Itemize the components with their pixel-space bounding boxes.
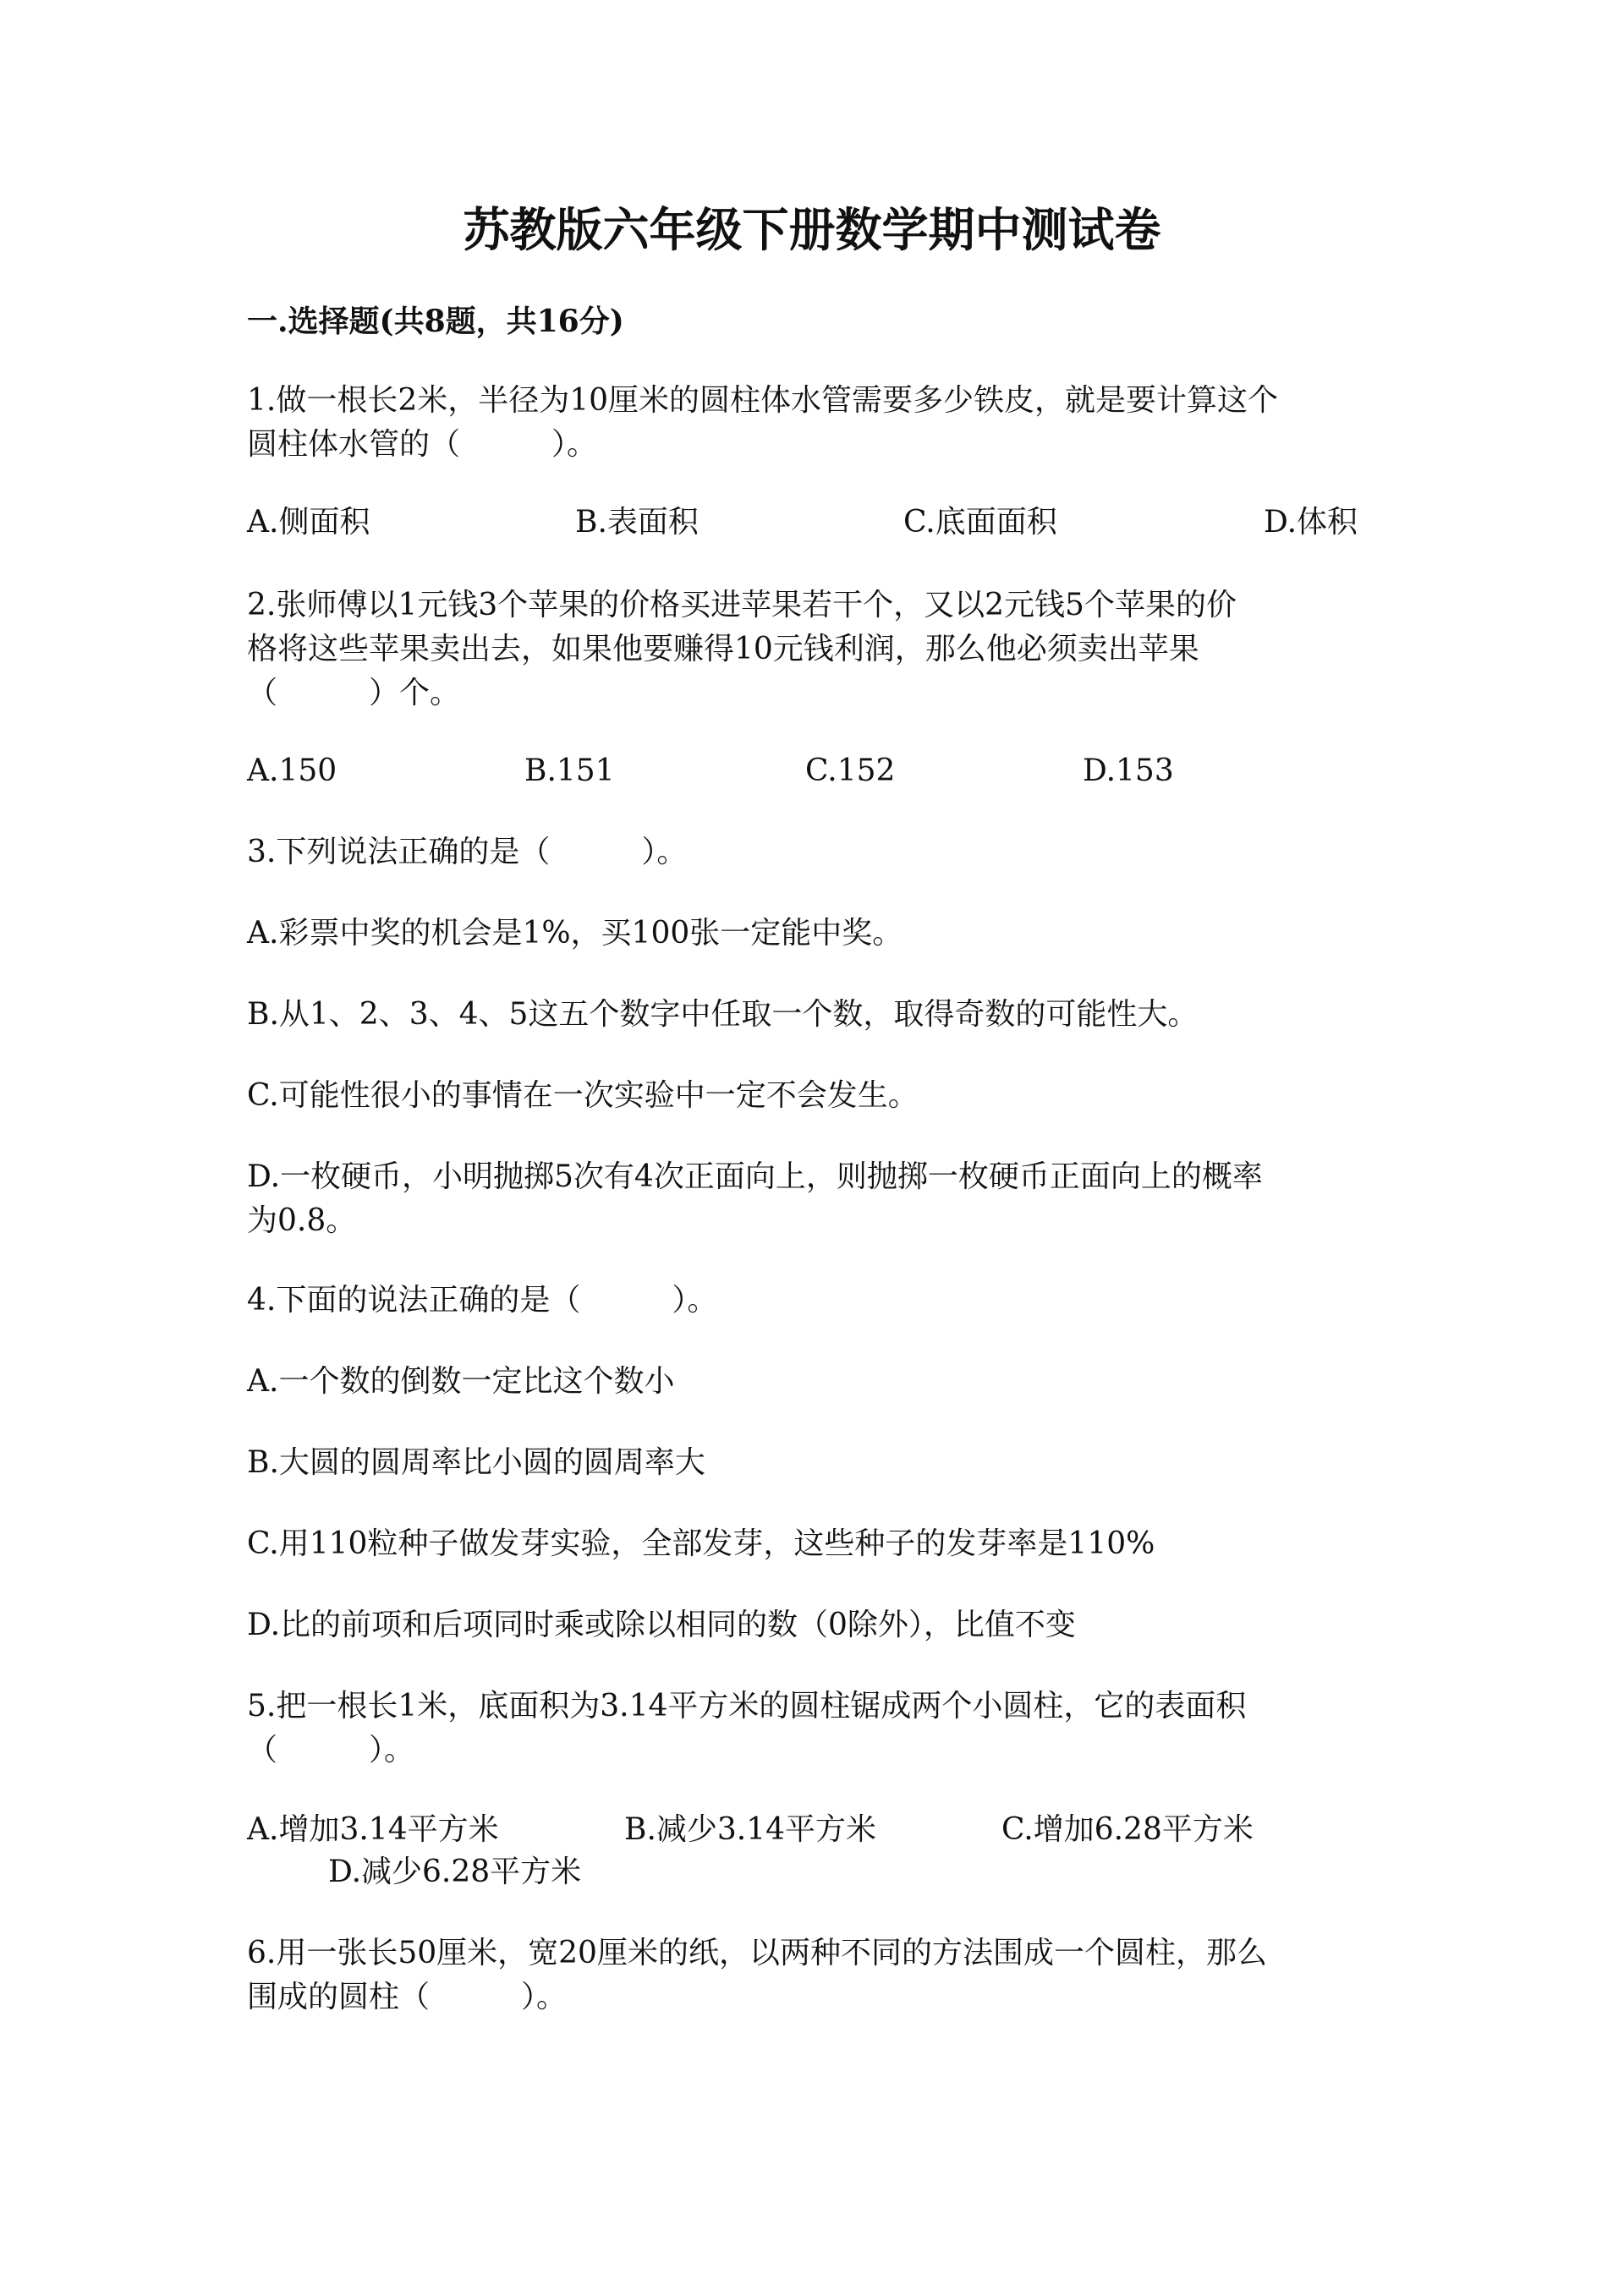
- question-6-stem-line-1: 6.用一张长50厘米，宽20厘米的纸，以两种不同的方法围成一个圆柱，那么: [247, 1936, 1267, 1970]
- question-5-stem: [247, 1685, 1397, 1773]
- question-4-option-b[interactable]: B.大圆的圆周率比小圆的圆周率大: [247, 1445, 705, 1480]
- question-5-option-a[interactable]: A.增加3.14平方米: [247, 1812, 499, 1847]
- question-2-stem-line-3: （ ）个。: [247, 676, 461, 710]
- question-5-option-c[interactable]: C.增加6.28平方米: [1001, 1812, 1254, 1847]
- question-1-option-b[interactable]: B.表面积: [575, 505, 699, 540]
- section-heading: 一.选择题(共8题，共16分): [247, 304, 624, 339]
- question-2-options: [247, 749, 1397, 793]
- question-1-stem-line-2: 圆柱体水管的（ ）。: [247, 427, 598, 462]
- question-2-option-d[interactable]: D.153: [1083, 753, 1174, 788]
- question-2-option-c[interactable]: C.152: [805, 753, 896, 788]
- question-1-stem: [247, 379, 1397, 467]
- question-3-option-c[interactable]: C.可能性很小的事情在一次实验中一定不会发生。: [247, 1078, 919, 1113]
- question-3-option-d-line-2: 为0.8。: [247, 1203, 357, 1238]
- question-1-option-a[interactable]: A.侧面积: [247, 505, 370, 540]
- question-5-stem-line-2: （ ）。: [247, 1733, 415, 1767]
- question-1-stem-line-1: 1.做一根长2米，半径为10厘米的圆柱体水管需要多少铁皮，就是要计算这个: [247, 383, 1279, 418]
- question-2-option-b[interactable]: B.151: [524, 753, 615, 788]
- question-3-option-d-line-1: D.一枚硬币，小明抛掷5次有4次正面向上，则抛掷一枚硬币正面向上的概率: [247, 1159, 1263, 1194]
- question-1-options: [247, 501, 1397, 545]
- question-3-option-d[interactable]: [247, 1155, 1397, 1243]
- question-5-option-b[interactable]: B.减少3.14平方米: [624, 1812, 877, 1847]
- question-2-stem: [247, 584, 1397, 715]
- question-2-stem-line-1: 2.张师傅以1元钱3个苹果的价格买进苹果若干个，又以2元钱5个苹果的价: [247, 588, 1237, 622]
- question-3-stem-line-1: 3.下列说法正确的是（ ）。: [247, 835, 688, 869]
- question-3-option-b[interactable]: B.从1、2、3、4、5这五个数字中任取一个数，取得奇数的可能性大。: [247, 997, 1199, 1032]
- question-2-option-a[interactable]: A.150: [247, 753, 337, 788]
- question-3-option-a[interactable]: A.彩票中奖的机会是1%，买100张一定能中奖。: [247, 916, 903, 951]
- page-title: 苏教版六年级下册数学期中测试卷: [463, 202, 1161, 257]
- question-1-option-d[interactable]: D.体积: [1264, 505, 1358, 540]
- question-3-stem: [247, 830, 1397, 874]
- question-2-stem-line-2: 格将这些苹果卖出去，如果他要赚得10元钱利润，那么他必须卖出苹果: [247, 632, 1199, 666]
- question-4-stem-line-1: 4.下面的说法正确的是（ ）。: [247, 1283, 718, 1318]
- question-5-stem-line-1: 5.把一根长1米，底面积为3.14平方米的圆柱锯成两个小圆柱，它的表面积: [247, 1689, 1247, 1723]
- question-5-options-row-2: [247, 1850, 1397, 1894]
- question-5-option-d[interactable]: D.减少6.28平方米: [328, 1855, 582, 1889]
- question-6-stem: [247, 1932, 1397, 2019]
- question-1-option-c[interactable]: C.底面面积: [903, 505, 1057, 540]
- question-4-stem: [247, 1279, 1397, 1323]
- question-5-options-row-1: [247, 1808, 1397, 1852]
- question-4-option-d[interactable]: D.比的前项和后项同时乘或除以相同的数（0除外），比值不变: [247, 1608, 1076, 1642]
- question-4-option-c[interactable]: C.用110粒种子做发芽实验，全部发芽，这些种子的发芽率是110%: [247, 1526, 1155, 1561]
- question-4-option-a[interactable]: A.一个数的倒数一定比这个数小: [247, 1364, 675, 1399]
- question-6-stem-line-2: 围成的圆柱（ ）。: [247, 1980, 568, 2014]
